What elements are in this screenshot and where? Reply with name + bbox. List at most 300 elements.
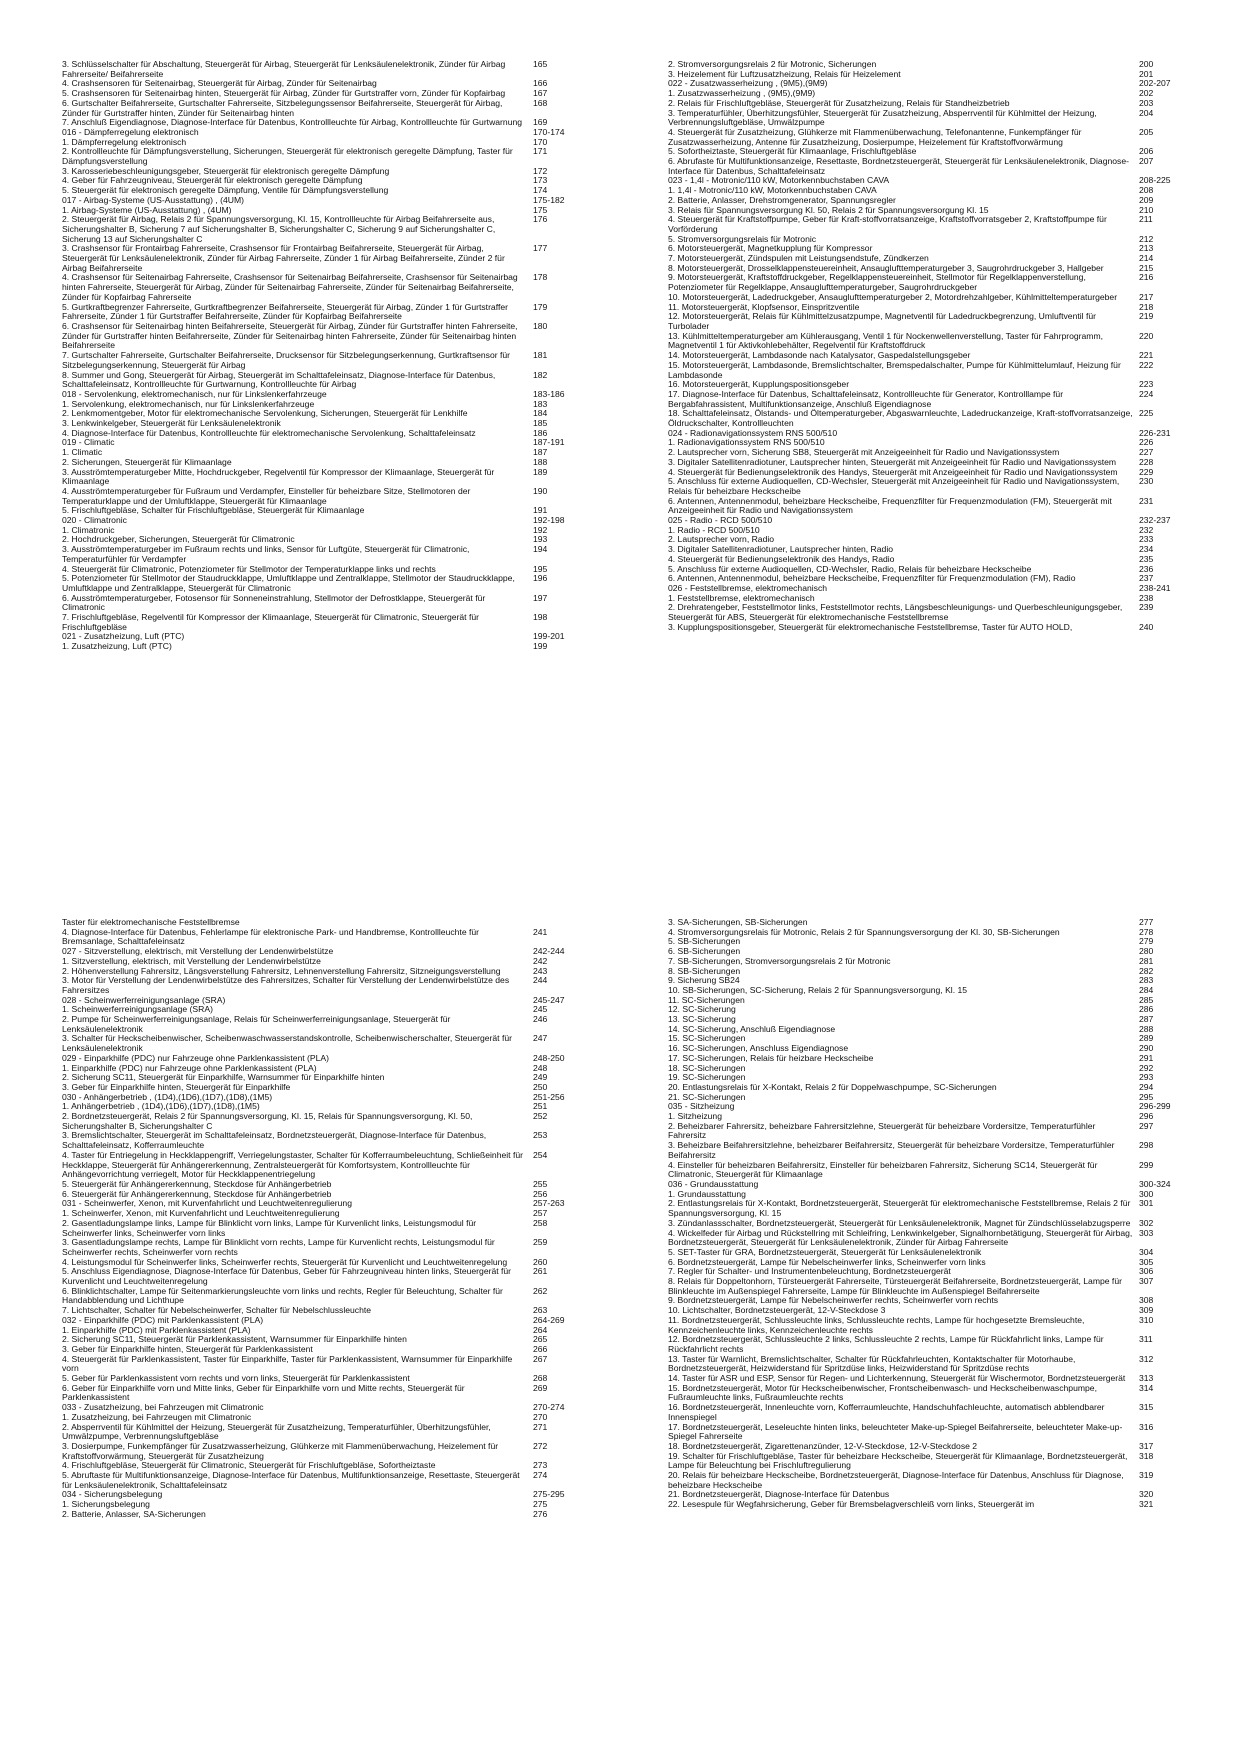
toc-entry-page: 279 bbox=[1139, 936, 1154, 947]
toc-entry bbox=[62, 273, 572, 302]
toc-entry-title: 7. SB-Sicherungen, Stromversorgungsrelais 2 für Motronic bbox=[668, 955, 891, 966]
toc-entry-title: 3. Schalter für Heckscheibenwischer, Scheibenwaschwasserstandskontrolle, Scheibenwischerschalter, Steuergerät für Lenksäulenelektronik bbox=[62, 1033, 512, 1054]
toc-entry-page: 191 bbox=[533, 505, 548, 516]
toc-entry-title: 16. Motorsteuergerät, Kupplungspositionsgeber bbox=[668, 379, 850, 390]
toc-entry-title: 4. Leistungsmodul für Scheinwerfer links, Scheinwerfer rechts, Steuergerät für Kurvenlicht und Leuchtweitenregelung bbox=[62, 1256, 508, 1267]
toc-entry-title: 1. Einparkhilfe (PDC) nur Fahrzeuge ohne Parklenkassistent (PLA) bbox=[62, 1062, 317, 1073]
toc-entry-page: 266 bbox=[533, 1343, 548, 1354]
toc-entry-title: 6. Gurtschalter Beifahrerseite, Gurtschalter Fahrerseite, Sitzbelegungssensor Beifahrerseite, Steuergerät für Airbag, Zünder für Gurtstraffer hinten, Zünder für Seitenairbag hinten bbox=[62, 97, 503, 118]
toc-entry-title: 2. Sicherung SC11, Steuergerät für Parklenkassistent, Warnsummer für Einparkhilfe hinten bbox=[62, 1334, 407, 1345]
toc-entry-title: 4. Frischluftgebläse, Steuergerät für Climatronic, Steuergerät für Frischluftgebläse, Sofortheiztaste bbox=[62, 1460, 436, 1471]
toc-entry-page: 321 bbox=[1139, 1499, 1154, 1510]
toc-entry-page: 307 bbox=[1139, 1276, 1154, 1287]
toc-entry bbox=[62, 1219, 572, 1238]
toc-entry-title: 2. Kontrollleuchte für Dämpfungsverstellung, Sicherungen, Steuergerät für elektronisch geregelte Dämpfung, Taster für Dämpfungsverstellung bbox=[62, 146, 513, 167]
toc-entry-title: 2. Lautsprecher vorn, Sicherung SB8, Steuergerät mit Anzeigeeinheit für Radio und Navigationssystem bbox=[668, 447, 1060, 458]
toc-entry bbox=[62, 1510, 572, 1520]
toc-entry-title: 2. Höhenverstellung Fahrersitz, Längsverstellung Fahrersitz, Lehnenverstellung Fahrersitz, Sitzneigungsverstellung bbox=[62, 965, 501, 976]
toc-entry-title: 20. Relais für beheizbare Heckscheibe, Bordnetzsteuergerät, Diagnose-Interface für Datenbus, Anschluss für Diagnose, beheizbare Heckscheibe bbox=[668, 1470, 1124, 1490]
toc-entry-title: 2. Bordnetzsteuergerät, Relais 2 für Spannungsversorgung, Kl. 15, Relais für Spannungsversorgung, Kl. 50, Sicherungshalter B, Sicherungshalter C bbox=[62, 1111, 473, 1131]
toc-entry bbox=[668, 1316, 1178, 1335]
toc-entry-page: 254 bbox=[533, 1149, 548, 1160]
toc-entry-page: 317 bbox=[1139, 1440, 1154, 1451]
toc-entry bbox=[668, 409, 1178, 428]
toc-entry-title: 4. Steuergerät für Bedienungselektronik des Handys, Radio bbox=[668, 553, 895, 564]
toc-entry bbox=[62, 928, 572, 947]
toc-entry-page: 251-256 bbox=[533, 1091, 565, 1102]
toc-entry-page: 309 bbox=[1139, 1305, 1154, 1316]
toc-entry bbox=[62, 487, 572, 506]
toc-entry-page: 192 bbox=[533, 524, 548, 535]
toc-entry-title: 1. Climatic bbox=[62, 447, 103, 458]
toc-entry-page: 318 bbox=[1139, 1450, 1154, 1461]
toc-entry-title: 4. Diagnose-Interface für Datenbus, Fehlerlampe für elektronische Park- und Handbremse, Kontrollleuchte für Bremsanlage, Schalttafeleinsatz bbox=[62, 926, 480, 947]
toc-entry-title: 3. Geber für Einparkhilfe hinten, Steuergerät für Einparkhilfe bbox=[62, 1081, 291, 1092]
toc-entry bbox=[62, 594, 572, 613]
toc-entry-page: 260 bbox=[533, 1256, 548, 1267]
toc-entry-page: 248-250 bbox=[533, 1052, 565, 1063]
toc-entry-page: 181 bbox=[533, 350, 548, 361]
toc-entry-page: 179 bbox=[533, 301, 548, 312]
toc-entry bbox=[62, 574, 572, 593]
toc-entry-page: 193 bbox=[533, 534, 548, 545]
toc-entry-page: 190 bbox=[533, 485, 548, 496]
toc-entry-page: 242-244 bbox=[533, 946, 565, 957]
toc-entry bbox=[62, 215, 572, 244]
toc-entry-title: 016 - Dämpferregelung elektronisch bbox=[62, 126, 199, 137]
toc-entry-page: 233 bbox=[1139, 534, 1154, 545]
toc-entry-page: 271 bbox=[533, 1421, 548, 1432]
toc-entry-title: 1. Zusatzheizung, Luft (PTC) bbox=[62, 641, 172, 652]
toc-entry-page: 205 bbox=[1139, 126, 1154, 137]
toc-entry-title: 3. Gasentladungslampe rechts, Lampe für Blinklicht vorn rechts, Lampe für Kurvenlicht rechts, Leistungsmodul für Scheinwerfer rechts, Scheinwerfer vorn rechts bbox=[62, 1237, 495, 1257]
toc-entry-title: 3. Motor für Verstellung der Lendenwirbelstütze des Fahrersitzes, Schalter für Verstellung der Lendenwirbelstütze des Fahrersitzes bbox=[62, 975, 510, 995]
toc-entry-title: 5. SB-Sicherungen bbox=[668, 936, 741, 947]
toc-entry-title: 3. Heizelement für Luftzusatzheizung, Relais für Heizelement bbox=[668, 68, 901, 79]
toc-entry-page: 246 bbox=[533, 1014, 548, 1025]
toc-entry-page: 182 bbox=[533, 369, 548, 380]
toc-entry-page: 283 bbox=[1139, 975, 1154, 986]
toc-entry-page: 223 bbox=[1139, 379, 1154, 390]
toc-entry-page: 276 bbox=[533, 1508, 548, 1519]
toc-entry-title: 028 - Scheinwerferreinigungsanlage (SRA) bbox=[62, 994, 226, 1005]
toc-entry-page: 238 bbox=[1139, 592, 1154, 603]
toc-entry bbox=[668, 1199, 1178, 1218]
toc-entry-page: 244 bbox=[533, 975, 548, 986]
toc-entry-page: 288 bbox=[1139, 1023, 1154, 1034]
toc-entry-title: 5. Gurtkraftbegrenzer Fahrerseite, Gurtkraftbegrenzer Beifahrerseite, Steuergerät für Airbag, Zünder 1 für Gurtstraffer Fahrerseite, Zünder 1 für Gurtstraffer Beifahrerseite, Zünder für Kopfairbag Beifahrerseite bbox=[62, 301, 508, 322]
toc-entry-title: 4. Wickelfeder für Airbag und Rückstellring mit Schleifring, Lenkwinkelgeber, Signalhornbetätigung, Steuergerät für Airbag, Bordnetzsteuergerät, Steuergerät für Lenksäulenelektronik, Zünder für Airbag Fahrerseite bbox=[668, 1227, 1133, 1248]
toc-entry-page: 167 bbox=[533, 88, 548, 99]
toc-entry-title: 18. Bordnetzsteuergerät, Zigarettenanzünder, 12-V-Steckdose, 12-V-Steckdose 2 bbox=[668, 1440, 978, 1451]
toc-entry-page: 171 bbox=[533, 146, 548, 157]
toc-entry bbox=[62, 1355, 572, 1374]
toc-entry-page: 221 bbox=[1139, 350, 1154, 361]
toc-entry-title: 4. Steuergerät für Bedienungselektronik des Handys, Steuergerät mit Anzeigeeinheit für Radio und Navigationssystem bbox=[668, 466, 1118, 477]
toc-entry-title: 5. Sofortheiztaste, Steuergerät für Klimaanlage, Frischluftgebläse bbox=[668, 146, 917, 157]
toc-entry-page: 207 bbox=[1139, 156, 1154, 167]
toc-entry-title: 3. Kupplungspositionsgeber, Steuergerät für elektromechanische Feststellbremse, Taster für AUTO HOLD, bbox=[668, 621, 1073, 632]
toc-entry-title: 4. Einsteller für beheizbaren Beifahrersitz, Einsteller für beheizbaren Fahrersitz, Sicherung SC14, Steuergerät für Climatronic, Steuergerät für Klimaanlage bbox=[668, 1159, 1098, 1180]
toc-entry-title: 1. Zusatzwasserheizung , (9M5),(9M9) bbox=[668, 88, 816, 99]
toc-entry-title: 15. Bordnetzsteuergerät, Motor für Heckscheibenwischer, Frontscheibenwasch- und Heckscheibenwaschpumpe, Fußraumleuchte links, Fußraumleuchte rechts bbox=[668, 1382, 1097, 1403]
toc-entry bbox=[668, 477, 1178, 496]
toc-entry-page: 198 bbox=[533, 612, 548, 623]
toc-entry-page: 188 bbox=[533, 456, 548, 467]
toc-entry-page: 245 bbox=[533, 1004, 548, 1015]
toc-entry-title: 8. Summer und Gong, Steuergerät für Airbag, Steuergerät im Schalttafeleinsatz, Diagnose-Interface für Datenbus, Schalttafeleinsatz, Kontrollleuchte für Gurtwarnung, Kontrollleuchte für Airbag bbox=[62, 369, 496, 390]
toc-section-heading bbox=[668, 1102, 1178, 1112]
toc-entry-title: 022 - Zusatzwasserheizung , (9M5),(9M9) bbox=[668, 78, 828, 89]
toc-entry bbox=[62, 506, 572, 516]
toc-entry-title: 5. Stromversorgungsrelais für Motronic bbox=[668, 233, 817, 244]
toc-entry-page: 257 bbox=[533, 1208, 548, 1219]
toc-entry bbox=[668, 109, 1178, 128]
toc-entry-title: 3. Beheizbare Beifahrersitzlehne, beheizbarer Beifahrersitz, Steuergerät für beheizbare Vordersitze, Temperaturfühler Beifahrersitz bbox=[668, 1140, 1115, 1160]
toc-entry-page: 229 bbox=[1139, 466, 1154, 477]
toc-entry-page: 228 bbox=[1139, 456, 1154, 467]
toc-entry-page: 287 bbox=[1139, 1014, 1154, 1025]
toc-entry-page: 296-299 bbox=[1139, 1101, 1171, 1112]
toc-entry bbox=[62, 1442, 572, 1461]
toc-entry-title: 2. Gasentladungslampe links, Lampe für Blinklicht vorn links, Lampe für Kurvenlicht links, Leistungsmodul für Scheinwerfer links, Scheinwerfer vorn links bbox=[62, 1217, 477, 1238]
toc-entry bbox=[668, 1122, 1178, 1141]
toc-entry-page: 183 bbox=[533, 398, 548, 409]
toc-entry-title: 21. SC-Sicherungen bbox=[668, 1091, 746, 1102]
toc-entry-page: 265 bbox=[533, 1334, 548, 1345]
toc-entry-page: 313 bbox=[1139, 1373, 1154, 1384]
toc-entry-page: 235 bbox=[1139, 553, 1154, 564]
toc-entry-page: 203 bbox=[1139, 97, 1154, 108]
toc-entry-page: 274 bbox=[533, 1470, 548, 1481]
toc-entry-title: 4. Ausströmtemperaturgeber für Fußraum und Verdampfer, Einsteller für beheizbare Sitze, Stellmotoren der Temperaturklappe und der Umluftklappe, Steuergerät für Klimaanlage bbox=[62, 485, 471, 506]
toc-entry bbox=[668, 1500, 1178, 1510]
toc-entry-title: 18. SC-Sicherungen bbox=[668, 1062, 746, 1073]
toc-section-heading bbox=[62, 516, 572, 526]
toc-entry bbox=[62, 1384, 572, 1403]
toc-entry-page: 238-241 bbox=[1139, 582, 1171, 593]
toc-entry-page: 261 bbox=[533, 1266, 548, 1277]
toc-entry-title: 14. Taster für ASR und ESP, Sensor für Regen- und Lichterkennung, Steuergerät für Wischermotor, Bordnetzsteuergerät bbox=[668, 1373, 1126, 1384]
toc-entry-title: 3. Relais für Spannungsversorgung Kl. 50, Relais 2 für Spannungsversorgung Kl. 15 bbox=[668, 204, 989, 215]
toc-entry bbox=[668, 215, 1178, 234]
toc-entry-page: 226-231 bbox=[1139, 427, 1171, 438]
toc-entry bbox=[62, 1034, 572, 1053]
toc-entry-title: 16. Bordnetzsteuergerät, Innenleuchte vorn, Kofferraumleuchte, Handschuhfachleuchte, automatisch abblendbarer Innenspiegel bbox=[668, 1402, 1105, 1422]
toc-entry-title: 5. Potenziometer für Stellmotor der Staudruckklappe, Umluftklappe und Zentralklappe, Stellmotor der Staudruckklappe, Umluftklappe und Zentralklappe, Steuergerät für Climatronic bbox=[62, 573, 515, 593]
toc-entry-page: 290 bbox=[1139, 1043, 1154, 1054]
toc-entry-title: 030 - Anhängerbetrieb , (1D4),(1D6),(1D7),(1D8),(1M5) bbox=[62, 1091, 273, 1102]
toc-entry-page: 303 bbox=[1139, 1227, 1154, 1238]
toc-entry-title: 031 - Scheinwerfer, Xenon, mit Kurvenfahrlicht und Leuchtweitenregulierung bbox=[62, 1198, 352, 1209]
toc-entry-title: 11. Bordnetzsteuergerät, Schlussleuchte links, Schlussleuchte rechts, Lampe für hochgesetzte Bremsleuchte, Kennzeichenleuchte links, Kennzeichenleuchte rechts bbox=[668, 1314, 1085, 1335]
toc-entry-page: 224 bbox=[1139, 388, 1154, 399]
toc-entry bbox=[668, 361, 1178, 380]
toc-entry-title: 1. Scheinwerfer, Xenon, mit Kurvenfahrlicht und Leuchtweitenregulierung bbox=[62, 1208, 340, 1219]
toc-entry-page: 305 bbox=[1139, 1256, 1154, 1267]
toc-entry-page: 241 bbox=[533, 926, 548, 937]
toc-entry-page: 269 bbox=[533, 1382, 548, 1393]
toc-entry bbox=[668, 1384, 1178, 1403]
toc-entry-page: 219 bbox=[1139, 311, 1154, 322]
toc-entry-page: 280 bbox=[1139, 946, 1154, 957]
toc-entry bbox=[668, 332, 1178, 351]
toc-entry bbox=[668, 1335, 1178, 1354]
toc-entry-page: 292 bbox=[1139, 1062, 1154, 1073]
toc-entry-title: 1. Zusatzheizung, bei Fahrzeugen mit Climatronic bbox=[62, 1411, 252, 1422]
toc-entry bbox=[62, 613, 572, 632]
toc-entry-title: 3. Zündanlassschalter, Bordnetzsteuergerät, Steuergerät für Lenksäulenelektronik, Magnet für Zündschlüsselabzugsperre bbox=[668, 1217, 1131, 1228]
toc-entry-page: 172 bbox=[533, 165, 548, 176]
toc-entry-page: 212 bbox=[1139, 233, 1154, 244]
toc-entry-title: 7. Anschluß Eigendiagnose, Diagnose-Interface für Datenbus, Kontrollleuchte für Airbag, Kontrollleuchte für Gurtwarnung bbox=[62, 117, 523, 128]
toc-entry-title: 6. Bordnetzsteuergerät, Lampe für Nebelscheinwerfer links, Scheinwerfer vorn links bbox=[668, 1256, 986, 1267]
toc-entry-page: 255 bbox=[533, 1178, 548, 1189]
toc-entry-title: 9. Bordnetzsteuergerät, Lampe für Nebelscheinwerfer rechts, Scheinwerfer vorn rechts bbox=[668, 1295, 999, 1306]
toc-entry-title: 17. SC-Sicherungen, Relais für heizbare Heckscheibe bbox=[668, 1052, 874, 1063]
toc-entry-page: 311 bbox=[1139, 1334, 1153, 1345]
toc-entry-title: 19. SC-Sicherungen bbox=[668, 1072, 746, 1083]
toc-entry-page: 169 bbox=[533, 117, 548, 128]
toc-entry-page: 174 bbox=[533, 185, 548, 196]
toc-entry-page: 295 bbox=[1139, 1091, 1154, 1102]
toc-entry-page: 304 bbox=[1139, 1246, 1154, 1257]
toc-entry-page: 210 bbox=[1139, 204, 1154, 215]
toc-entry-page: 296 bbox=[1139, 1111, 1154, 1122]
toc-entry-title: 4. Steuergerät für Zusatzheizung, Glühkerze mit Flammenüberwachung, Telefonantenne, Funkempfänger für Zusatzwasserheizung, Antenne für Zusatzheizung, Dosierpumpe, Heizelement für Kraftstoffvorwärmung bbox=[668, 126, 1082, 147]
toc-entry bbox=[668, 157, 1178, 176]
toc-entry-title: 2. Lautsprecher vorn, Radio bbox=[668, 534, 775, 545]
toc-entry-title: 14. Motorsteuergerät, Lambdasonde nach Katalysator, Gaspedalstellungsgeber bbox=[668, 350, 971, 361]
toc-entry-title: 1. Sicherungsbelegung bbox=[62, 1499, 150, 1510]
toc-entry bbox=[62, 244, 572, 273]
toc-entry-title: 5. Anschluss für externe Audioquellen, CD-Wechsler, Radio, Relais für beheizbare Heckscheibe bbox=[668, 563, 1032, 574]
toc-entry-page: 293 bbox=[1139, 1072, 1154, 1083]
toc-entry-page: 247 bbox=[533, 1033, 548, 1044]
toc-entry-title: 9. Sicherung SB24 bbox=[668, 975, 740, 986]
toc-entry-page: 264 bbox=[533, 1324, 548, 1335]
toc-entry-page: 243 bbox=[533, 965, 548, 976]
toc-entry-page: 185 bbox=[533, 418, 548, 429]
toc-entry-page: 187-191 bbox=[533, 437, 565, 448]
toc-section-heading bbox=[62, 438, 572, 448]
toc-entry bbox=[668, 967, 1178, 977]
toc-entry-title: 15. Motorsteuergerät, Lambdasonde, Bremslichtschalter, Bremspedalschalter, Pumpe für Kühlmittelumlauf, Heizung für Lambdasonde bbox=[668, 359, 1121, 380]
toc-entry-title: 3. Lenkwinkelgeber, Steuergerät für Lenksäulenelektronik bbox=[62, 418, 281, 429]
toc-entry-page: 178 bbox=[533, 272, 548, 283]
toc-entry-title: 4. Crashsensor für Seitenairbag Fahrerseite, Crashsensor für Seitenairbag Beifahrerseite, Crashsensor für Seitenairbag hinten Fahrerseite, Steuergerät für Airbag, Zünder für Seitenairbag Fahrerseite, Zünder für Seitenairbag Beifahrerseite, Zünder für Kopfairbag Fahrerseite bbox=[62, 272, 518, 302]
toc-entry-page: 301 bbox=[1139, 1198, 1154, 1209]
toc-entry-page: 315 bbox=[1139, 1402, 1154, 1413]
toc-entry-title: 5. Geber für Parklenkassistent vorn rechts und vorn links, Steuergerät für Parklenkassistent bbox=[62, 1373, 410, 1384]
toc-entry bbox=[62, 545, 572, 564]
toc-entry-page: 275-295 bbox=[533, 1489, 565, 1500]
toc-entry-title: 1. Radio - RCD 500/510 bbox=[668, 524, 760, 535]
toc-entry bbox=[62, 303, 572, 322]
toc-entry bbox=[62, 429, 572, 439]
toc-entry-page: 202-207 bbox=[1139, 78, 1171, 89]
toc-entry bbox=[668, 996, 1178, 1006]
toc-entry-page: 298 bbox=[1139, 1140, 1154, 1151]
toc-entry-title: 4. Geber für Fahrzeugniveau, Steuergerät für elektronisch geregelte Dämpfung bbox=[62, 175, 363, 186]
toc-entry-title: 4. Steuergerät für Kraftstoffpumpe, Geber für Kraft-stoffvorratsanzeige, Kraftstoffvorratsgeber 2, Kraftstoffpumpe für Vorförderung bbox=[668, 214, 1107, 234]
toc-entry bbox=[62, 1151, 572, 1180]
toc-entry bbox=[668, 390, 1178, 409]
toc-entry-page: 319 bbox=[1139, 1470, 1154, 1481]
toc-entry-page: 299 bbox=[1139, 1159, 1154, 1170]
toc-entry-page: 177 bbox=[533, 243, 548, 254]
toc-entry-page: 314 bbox=[1139, 1382, 1154, 1393]
toc-entry-title: 6. Antennen, Antennenmodul, beheizbare Heckscheibe, Frequenzfilter für Frequenzmodulation (FM), Steuergerät mit Anzeigeeinheit für Radio und Navigationssystem bbox=[668, 495, 1112, 516]
toc-entry-page: 199 bbox=[533, 641, 548, 652]
toc-entry-title: 027 - Sitzverstellung, elektrisch, mit Verstellung der Lendenwirbelstütze bbox=[62, 946, 334, 957]
toc-entry-page: 258 bbox=[533, 1217, 548, 1228]
toc-entry-title: 5. Frischluftgebläse, Schalter für Frischluftgebläse, Steuergerät für Klimaanlage bbox=[62, 505, 365, 516]
toc-entry-page: 213 bbox=[1139, 243, 1154, 254]
toc-entry-page: 263 bbox=[533, 1305, 548, 1316]
toc-entry-page: 180 bbox=[533, 320, 548, 331]
toc-entry bbox=[62, 351, 572, 370]
toc-entry-page: 267 bbox=[533, 1353, 548, 1364]
toc-entry-title: 22. Lesespule für Wegfahrsicherung, Geber für Bremsbelagverschleiß vorn links, Steuergerät im bbox=[668, 1499, 1035, 1510]
toc-entry-title: 3. Crashsensor für Frontairbag Fahrerseite, Crashsensor für Frontairbag Beifahrerseite, Steuergerät für Airbag, Steuergerät für Lenksäulenelektronik, Zünder für Airbag Fahrerseite, Zünder 1 für Airbag Beifahrerseite, Zünder 2 für Airbag Beifahrerseite bbox=[62, 243, 505, 273]
toc-entry-page: 166 bbox=[533, 78, 548, 89]
toc-entry-page: 184 bbox=[533, 408, 548, 419]
toc-entry bbox=[668, 1452, 1178, 1471]
toc-entry-title: 1. Sitzverstellung, elektrisch, mit Verstellung der Lendenwirbelstütze bbox=[62, 955, 321, 966]
toc-entry bbox=[62, 371, 572, 390]
toc-entry-page: 215 bbox=[1139, 262, 1154, 273]
toc-entry-page: 196 bbox=[533, 573, 548, 584]
toc-entry-page: 270-274 bbox=[533, 1402, 565, 1413]
toc-entry-title: 024 - Radionavigationssystem RNS 500/510 bbox=[668, 427, 838, 438]
toc-entry-page: 249 bbox=[533, 1072, 548, 1083]
toc-entry-page: 308 bbox=[1139, 1295, 1154, 1306]
toc-entry-page: 234 bbox=[1139, 544, 1154, 555]
toc-entry-page: 170 bbox=[533, 136, 548, 147]
toc-entry-page: 239 bbox=[1139, 602, 1154, 613]
toc-entry-page: 175 bbox=[533, 204, 548, 215]
toc-entry-title: 3. Geber für Einparkhilfe hinten, Steuergerät für Parklenkassistent bbox=[62, 1343, 313, 1354]
toc-entry-title: 12. SC-Sicherung bbox=[668, 1004, 736, 1015]
toc-entry-title: 1. Einparkhilfe (PDC) mit Parklenkassistent (PLA) bbox=[62, 1324, 251, 1335]
toc-entry-page: 268 bbox=[533, 1373, 548, 1384]
toc-entry-title: 1. Scheinwerferreinigungsanlage (SRA) bbox=[62, 1004, 213, 1015]
toc-entry bbox=[62, 322, 572, 351]
toc-entry-title: 2. Absperrventil für Kühlmittel der Heizung, Steuergerät für Zusatzheizung, Temperaturfühler, Überhitzungsfühler, Umwälzpumpe, Verbrennungsluftgebläse bbox=[62, 1421, 491, 1442]
toc-entry-page: 277 bbox=[1139, 917, 1154, 927]
toc-entry-title: 1. 1,4l - Motronic/110 kW, Motorkennbuchstaben CAVA bbox=[668, 185, 877, 196]
toc-entry-title: 20. Entlastungsrelais für X-Kontakt, Relais 2 für Doppelwaschpumpe, SC-Sicherungen bbox=[668, 1081, 997, 1092]
toc-entry-title: 2. Steuergerät für Airbag, Relais 2 für Spannungsversorgung, Kl. 15, Kontrollleuchte für Airbag Beifahrerseite aus, Sicherungshalter B, Sicherung 7 auf Sicherungshalter B, Sicherungshalter C, Sicherung 9 auf Sicherungshalter C, Sicherung 13 auf Sicherungshalter C bbox=[62, 214, 496, 244]
toc-entry-title: 12. Bordnetzsteuergerät, Schlussleuchte 2 links, Schlussleuchte 2 rechts, Lampe für Rückfahrlicht links, Lampe für Rückfahrlicht rechts bbox=[668, 1334, 1104, 1354]
toc-entry-page: 256 bbox=[533, 1188, 548, 1199]
toc-entry-title: 3. Digitaler Satellitenradiotuner, Lautsprecher hinten, Radio bbox=[668, 544, 894, 555]
toc-entry-title: 1. Grundausstattung bbox=[668, 1188, 746, 1199]
toc-entry-title: 2. Beheizbarer Fahrersitz, beheizbare Fahrersitzlehne, Steuergerät für beheizbare Vordersitze, Temperaturfühler Fahrersitz bbox=[668, 1120, 1096, 1141]
toc-entry-title: 15. SC-Sicherungen bbox=[668, 1033, 746, 1044]
toc-entry bbox=[668, 623, 1178, 633]
toc-entry bbox=[62, 1131, 572, 1150]
toc-entry-page: 300-324 bbox=[1139, 1178, 1171, 1189]
toc-entry-title: 6. Ausströmtemperaturgeber, Fotosensor für Sonneneinstrahlung, Stellmotor der Defrostklappe, Steuergerät für Climatronic bbox=[62, 592, 486, 613]
toc-entry-page: 199-201 bbox=[533, 631, 565, 642]
toc-entry-title: 9. Motorsteuergerät, Kraftstoffdruckgeber, Regelklappensteuereinheit, Stellmotor für Regelklappenverstellung, Potenziometer für Regelklappe, Ansauglufttemperaturgeber, Saugrohrdruckgeber bbox=[668, 272, 1086, 293]
toc-entry-page: 297 bbox=[1139, 1120, 1154, 1131]
toc-entry-page: 206 bbox=[1139, 146, 1154, 157]
toc-entry-page: 183-186 bbox=[533, 388, 565, 399]
toc-entry-page: 209 bbox=[1139, 194, 1154, 205]
toc-entry-title: 17. Bordnetzsteuergerät, Leseleuchte hinten links, beleuchteter Make-up-Spiegel Beifahrerseite, beleuchteter Make-up-Spiegel Fahrerseite bbox=[668, 1421, 1123, 1442]
toc-entry-title: 020 - Climatronic bbox=[62, 515, 127, 526]
toc-entry-title: 3. Ausströmtemperaturgeber im Fußraum rechts und links, Sensor für Luftgüte, Steuergerät für Climatronic, Temperaturfühler für Verdampfer bbox=[62, 544, 470, 564]
toc-entry-page: 242 bbox=[533, 955, 548, 966]
toc-entry bbox=[62, 1238, 572, 1257]
toc-entry-page: 168 bbox=[533, 97, 548, 108]
toc-entry-title: 5. Anschluss für externe Audioquellen, CD-Wechsler, Steuergerät mit Anzeigeeinheit für Radio und Navigationssystem, Relais für beheizbare Heckscheibe bbox=[668, 476, 1120, 496]
toc-entry bbox=[62, 60, 572, 79]
toc-entry-title: 2. Batterie, Anlasser, SA-Sicherungen bbox=[62, 1508, 206, 1519]
toc-entry-page: 217 bbox=[1139, 291, 1154, 302]
toc-entry-title: 8. Motorsteuergerät, Drosselklappensteuereinheit, Ansauglufttemperaturgeber 3, Saugrohrdruckgeber 3, Hallgeber bbox=[668, 262, 1104, 273]
toc-entry-title: 4. Taster für Entriegelung in Heckklappengriff, Verriegelungstaster, Schalter für Kofferraumbeleuchtung, Schließeinheit für Heckklappe, Steuergerät für Anhängererkennung, Zentralsteuergerät für Komfortsystem, Kontrollleuchte für Anhängevorrichtung verriegelt, Motor für Heckklappenentriegelung bbox=[62, 1149, 523, 1180]
toc-entry-page: 300 bbox=[1139, 1188, 1154, 1199]
toc-entry-page: 291 bbox=[1139, 1052, 1154, 1063]
toc-entry-title: 1. Climatronic bbox=[62, 524, 115, 535]
toc-entry-title: 13. Kühlmitteltemperaturgeber am Kühlerausgang, Ventil 1 für Nockenwellenverstellung, Taster für Fahrprogramm, Magnetventil 1 für Aktivkohlebehälter, Regelventil für Kraftstoffdruck bbox=[668, 330, 1103, 351]
toc-entry-page: 240 bbox=[1139, 621, 1154, 632]
toc-entry-title: 6. Steuergerät für Anhängererkennung, Steckdose für Anhängerbetrieb bbox=[62, 1188, 332, 1199]
toc-entry-page: 273 bbox=[533, 1460, 548, 1471]
toc-entry-page: 195 bbox=[533, 563, 548, 574]
toc-entry-page: 259 bbox=[533, 1237, 548, 1248]
toc-entry-page: 236 bbox=[1139, 563, 1154, 574]
toc-entry bbox=[668, 312, 1178, 331]
toc-entry-title: 3. Temperaturfühler, Überhitzungsfühler, Steuergerät für Zusatzheizung, Absperrventil für Kühlmittel der Heizung, Verbrennungsluftgebläse, Umwälzpumpe bbox=[668, 107, 1097, 128]
toc-entry-page: 186 bbox=[533, 427, 548, 438]
toc-entry-title: 1. Anhängerbetrieb , (1D4),(1D6),(1D7),(1D8),(1M5) bbox=[62, 1101, 260, 1112]
toc-entry-page: 281 bbox=[1139, 955, 1154, 966]
toc-entry-title: 2. Stromversorgungsrelais 2 für Motronic, Sicherungen bbox=[668, 59, 877, 69]
toc-entry-title: 5. SET-Taster für GRA, Bordnetzsteuergerät, Steuergerät für Lenksäulenelektronik bbox=[668, 1246, 982, 1257]
toc-entry-title: 2. Sicherungen, Steuergerät für Klimaanlage bbox=[62, 456, 232, 467]
toc-entry bbox=[668, 1229, 1178, 1248]
toc-entry-title: 033 - Zusatzheizung, bei Fahrzeugen mit Climatronic bbox=[62, 1402, 264, 1413]
toc-entry-page: 227 bbox=[1139, 447, 1154, 458]
toc-entry-page: 218 bbox=[1139, 301, 1154, 312]
toc-entry bbox=[62, 99, 572, 118]
toc-entry bbox=[668, 1471, 1178, 1490]
toc-entry-page: 251 bbox=[533, 1101, 548, 1112]
toc-entry-title: 7. Regler für Schalter- und Instrumentenbeleuchtung, Bordnetzsteuergerät bbox=[668, 1266, 951, 1277]
toc-entry-page: 201 bbox=[1139, 68, 1154, 79]
toc-entry-title: 3. Bremslichtschalter, Steuergerät im Schalttafeleinsatz, Bordnetzsteuergerät, Diagnose-Interface für Datenbus, Schalttafeleinsatz, Kofferraumleuchte bbox=[62, 1130, 487, 1151]
toc-entry-title: 3. Ausströmtemperaturgeber Mitte, Hochdruckgeber, Regelventil für Kompressor der Klimaanlage, Steuergerät für Klimaanlage bbox=[62, 466, 495, 487]
toc-entry-title: 11. Motorsteuergerät, Klopfsensor, Einspritzventile bbox=[668, 301, 860, 312]
toc-entry-title: 4. Diagnose-Interface für Datenbus, Kontrollleuchte für elektromechanische Servolenkung, Schalttafeleinsatz bbox=[62, 427, 476, 438]
toc-entry-page: 189 bbox=[533, 466, 548, 477]
toc-entry-title: 14. SC-Sicherung, Anschluß Eigendiagnose bbox=[668, 1023, 836, 1034]
toc-entry-page: 282 bbox=[1139, 965, 1154, 976]
toc-entry bbox=[668, 1423, 1178, 1442]
toc-entry-title: 019 - Climatic bbox=[62, 437, 115, 448]
toc-entry-page: 270 bbox=[533, 1411, 548, 1422]
toc-entry-title: 8. Relais für Doppeltonhorn, Türsteuergerät Fahrerseite, Türsteuergerät Beifahrerseite, Bordnetzsteuergerät, Lampe für Blinkleuchte im Außenspiegel Fahrerseite, Lampe für Blinkleuchte im Außenspiegel Beifahrerseite bbox=[668, 1276, 1122, 1296]
toc-column-bottom-left bbox=[62, 918, 572, 1520]
toc-entry-title: 11. SC-Sicherungen bbox=[668, 994, 745, 1005]
toc-entry-title: 1. Airbag-Systeme (US-Ausstattung) , (4UM) bbox=[62, 204, 232, 215]
toc-entry-page: 284 bbox=[1139, 984, 1154, 995]
